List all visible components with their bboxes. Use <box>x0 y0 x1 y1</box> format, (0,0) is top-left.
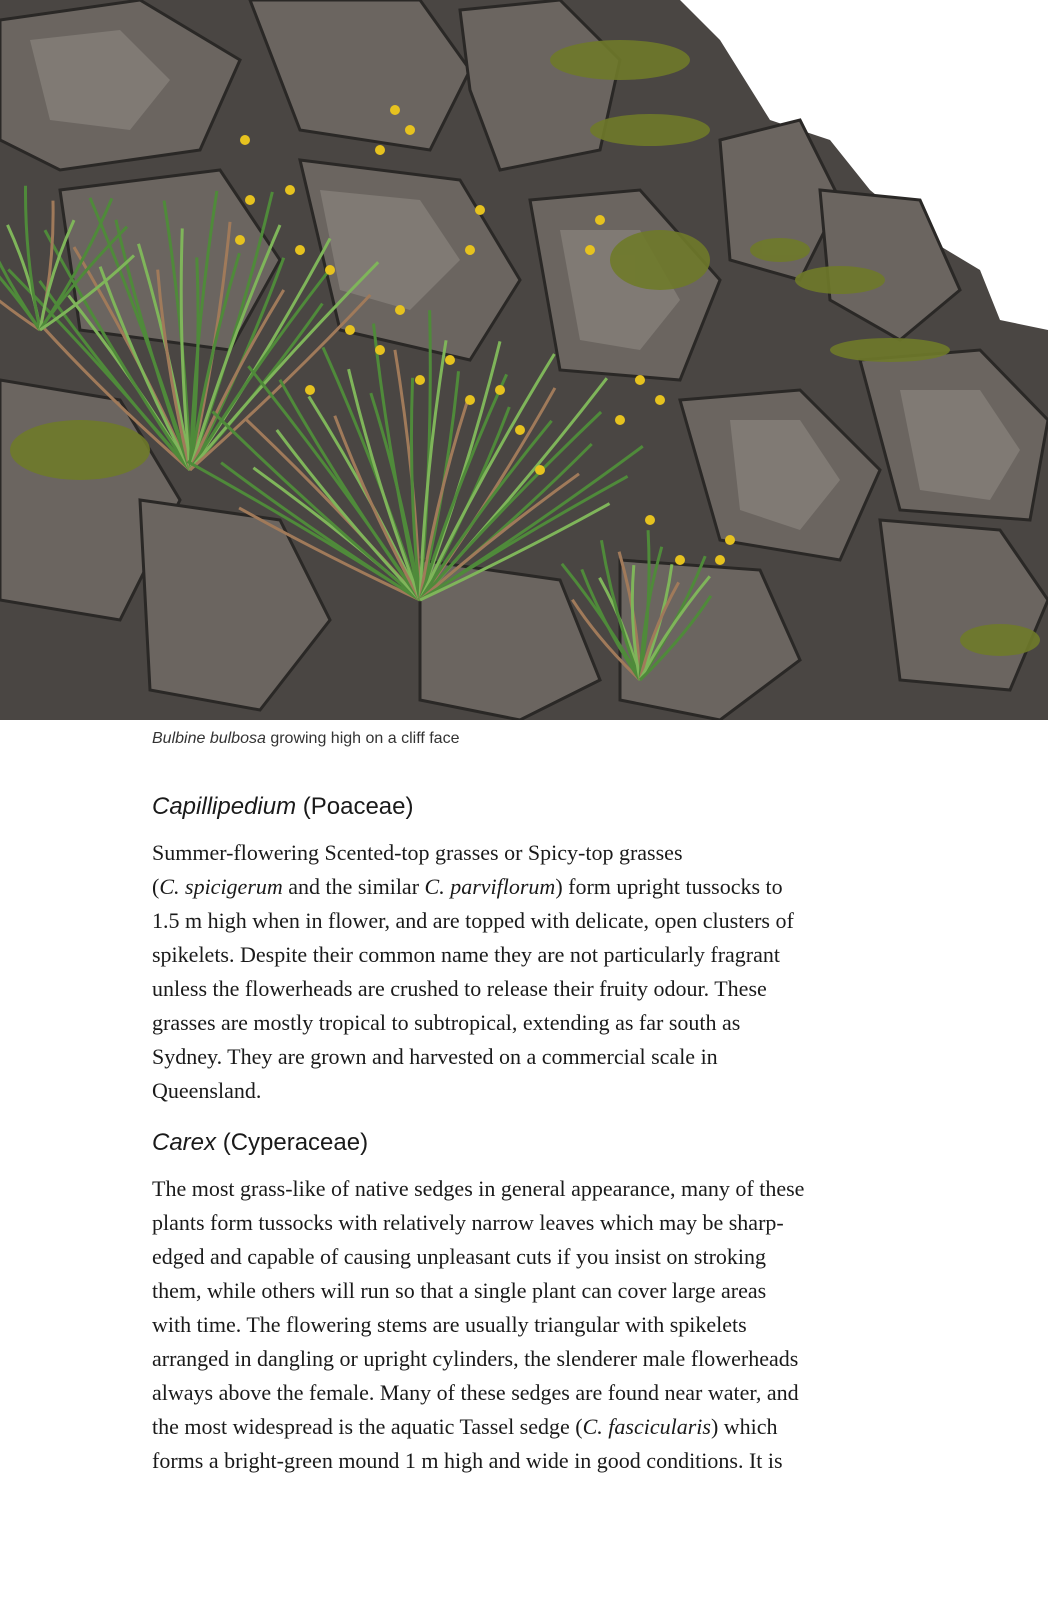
body-text: plants form tussocks with relatively narrow leaves which may be sharp- <box>152 1210 784 1235</box>
flower <box>375 345 385 355</box>
flower <box>725 535 735 545</box>
body-line <box>152 938 942 972</box>
flower <box>245 195 255 205</box>
flower <box>675 555 685 565</box>
flower <box>635 375 645 385</box>
body-line <box>152 1240 942 1274</box>
body-text: The most grass-like of native sedges in general appearance, many of these <box>152 1176 805 1201</box>
body-text: Summer-flowering Scented-top grasses or Spicy-top grasses <box>152 840 683 865</box>
genus-name: Carex <box>152 1129 217 1156</box>
body-text: ) form upright tussocks to <box>555 874 783 899</box>
body-line <box>152 1274 942 1308</box>
flower <box>235 235 245 245</box>
flower <box>325 265 335 275</box>
body-line <box>152 870 942 904</box>
flower <box>715 555 725 565</box>
body-line <box>152 1006 942 1040</box>
section-capillipedium <box>152 790 942 1108</box>
flower <box>345 325 355 335</box>
body-text: ) which <box>710 1414 778 1439</box>
species-name: C. spicigerum <box>159 874 283 899</box>
flower <box>465 245 475 255</box>
flower <box>375 145 385 155</box>
section-heading <box>152 1126 942 1160</box>
flower <box>295 245 305 255</box>
species-name: C. parviflorum <box>424 874 556 899</box>
article-body <box>152 790 942 1496</box>
flower <box>445 355 455 365</box>
flower <box>465 395 475 405</box>
body-line <box>152 1444 942 1478</box>
flower <box>595 215 605 225</box>
flower <box>305 385 315 395</box>
body-line <box>152 1342 942 1376</box>
body-text: them, while others will run so that a single plant can cover large areas <box>152 1278 767 1303</box>
body-text: unless the flowerheads are crushed to release their fruity odour. These <box>152 976 767 1001</box>
body-line <box>152 1206 942 1240</box>
body-text: Sydney. They are grown and harvested on a commercial scale in <box>152 1044 718 1069</box>
flower <box>405 125 415 135</box>
body-text: 1.5 m high when in flower, and are topped with delicate, open clusters of <box>152 908 794 933</box>
body-text: spikelets. Despite their common name they are not particularly fragrant <box>152 942 780 967</box>
flower <box>240 135 250 145</box>
cliff-photo <box>0 0 1048 720</box>
family-name: (Cyperaceae) <box>216 1129 369 1156</box>
species-name: C. fascicularis <box>582 1414 711 1439</box>
body-text: edged and capable of causing unpleasant cuts if you insist on stroking <box>152 1244 767 1269</box>
body-line <box>152 836 942 870</box>
flower <box>495 385 505 395</box>
body-text: arranged in dangling or upright cylinders, the slenderer male flowerheads <box>152 1346 799 1371</box>
caption-species: Bulbine bulbosa <box>152 730 266 747</box>
genus-name: Capillipedium <box>152 793 297 820</box>
flower <box>475 205 485 215</box>
flower <box>395 305 405 315</box>
body-text: Queensland. <box>152 1078 262 1103</box>
flower <box>515 425 525 435</box>
body-line <box>152 1172 942 1206</box>
body-text: ( <box>152 874 160 899</box>
body-line <box>152 1074 942 1108</box>
body-line <box>152 972 942 1006</box>
flower <box>535 465 545 475</box>
body-line <box>152 904 942 938</box>
body-line <box>152 1376 942 1410</box>
flower <box>585 245 595 255</box>
body-line <box>152 1308 942 1342</box>
flower <box>390 105 400 115</box>
family-name: (Poaceae) <box>296 793 414 820</box>
body-line <box>152 1410 942 1444</box>
flower <box>645 515 655 525</box>
flower <box>285 185 295 195</box>
section-heading <box>152 790 942 824</box>
body-text: the most widespread is the aquatic Tassel sedge ( <box>152 1414 583 1439</box>
body-text: forms a bright-green mound 1 m high and wide in good conditions. It is <box>152 1448 783 1473</box>
body-text: grasses are mostly tropical to subtropical, extending as far south as <box>152 1010 741 1035</box>
section-carex <box>152 1126 942 1478</box>
flower <box>655 395 665 405</box>
cliff-photo-illustration <box>0 0 1048 720</box>
body-text: with time. The flowering stems are usually triangular with spikelets <box>152 1312 747 1337</box>
caption-text: growing high on a cliff face <box>265 730 460 747</box>
body-line <box>152 1040 942 1074</box>
body-text: always above the female. Many of these sedges are found near water, and <box>152 1380 799 1405</box>
flower <box>415 375 425 385</box>
body-text: and the similar <box>282 874 425 899</box>
photo-caption <box>152 730 459 748</box>
flower <box>615 415 625 425</box>
